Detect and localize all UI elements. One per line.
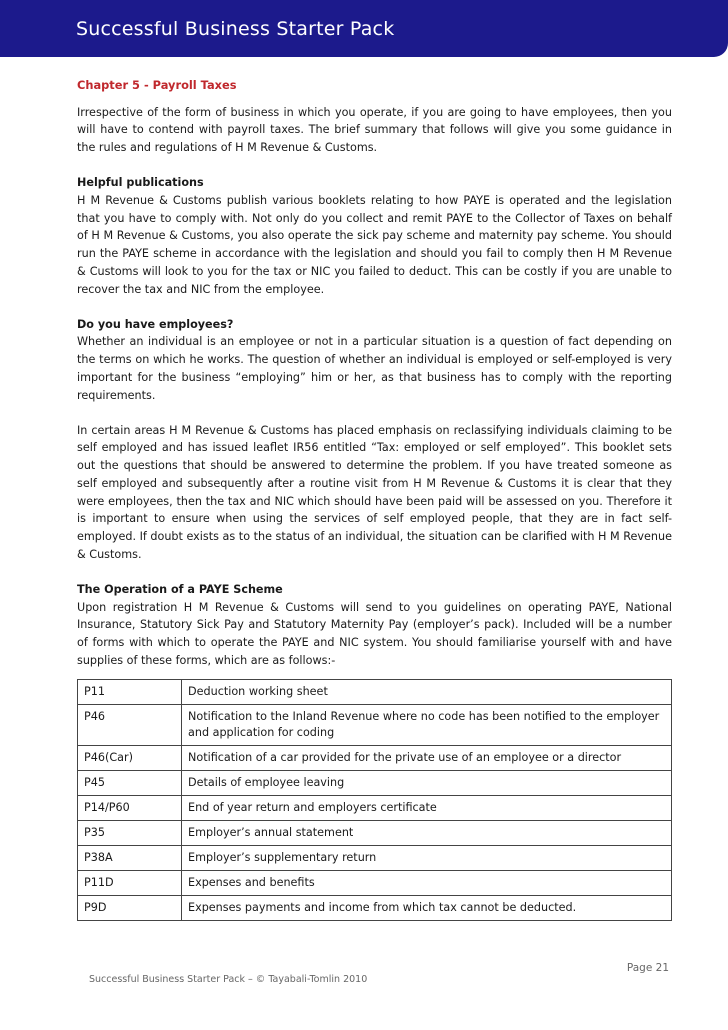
table-row [78,705,672,746]
form-code: P9D [78,896,182,921]
table-row [78,796,672,821]
employees-section [77,316,672,405]
form-description: Notification to the Inland Revenue where no code has been notified to the employer and application for coding [182,705,672,746]
employees-body: Whether an individual is an employee or not in a particular situation is a question of fact depending on the terms on which he works. The question of whether an individual is employed or self-employed is very important for the business “employing” him or her, as that business has to comply with the reporting requirements. [77,335,672,402]
forms-table [77,679,672,921]
form-code: P38A [78,846,182,871]
form-code: P45 [78,771,182,796]
header-bar [0,0,728,57]
table-row [78,871,672,896]
reclassification-paragraph: In certain areas H M Revenue & Customs has placed emphasis on reclassifying individuals claiming to be self employed and has issued leaflet IR56 entitled “Tax: employed or self employed”. This booklet sets out the questions that should be answered to determine the problem. If you have treated someone as self employed and subsequently after a routine visit from H M Revenue & Customs it is clear that they were employees, then the tax and NIC which should have been paid will be assessed on you. Therefore it is important to ensure when using the services of self employed people, that they are in fact self-employed. If doubt exists as to the status of an individual, the situation can be clarified with H M Revenue & Customs. [77,423,672,561]
footer-copyright: Successful Business Starter Pack – © Tayabali-Tomlin 2010 [89,974,368,985]
form-code: P46(Car) [78,746,182,771]
chapter-title: Chapter 5 - Payroll Taxes [77,78,237,92]
form-description: End of year return and employers certificate [182,796,672,821]
form-description: Expenses payments and income from which tax cannot be deducted. [182,896,672,921]
table-row [78,846,672,871]
intro-paragraph: Irrespective of the form of business in which you operate, if you are going to have employees, then you will have to contend with payroll taxes. The brief summary that follows will give you some guidance in the rules and regulations of H M Revenue & Customs. [77,105,672,155]
publications-body: H M Revenue & Customs publish various booklets relating to how PAYE is operated and the legislation that you have to comply with. Not only do you collect and remit PAYE to the Collector of Taxes on behalf of H M Revenue & Customs, you also operate the sick pay scheme and maternity pay scheme. You should run the PAYE scheme in accordance with the legislation and should you fail to comply then H M Revenue & Customs will look to you for the tax or NIC you failed to deduct. This can be costly if you are unable to recover the tax and NIC from the employee. [77,194,672,296]
form-description: Expenses and benefits [182,871,672,896]
table-row [78,896,672,921]
table-row [78,771,672,796]
form-description: Employer’s supplementary return [182,846,672,871]
form-code: P11D [78,871,182,896]
form-code: P35 [78,821,182,846]
page-content [77,77,672,921]
form-code: P11 [78,680,182,705]
employees-heading: Do you have employees? [77,317,234,331]
paye-heading: The Operation of a PAYE Scheme [77,582,283,596]
form-code: P46 [78,705,182,746]
form-description: Notification of a car provided for the private use of an employee or a director [182,746,672,771]
table-row [78,680,672,705]
form-description: Details of employee leaving [182,771,672,796]
paye-section [77,581,672,670]
form-description: Employer’s annual statement [182,821,672,846]
page-number: Page 21 [626,962,669,974]
form-description: Deduction working sheet [182,680,672,705]
form-code: P14/P60 [78,796,182,821]
table-row [78,821,672,846]
publications-section [77,174,672,298]
paye-body: Upon registration H M Revenue & Customs will send to you guidelines on operating PAYE, National Insurance, Statutory Sick Pay and Statutory Maternity Pay (employer’s pack). Included will be a number of forms with which to operate the PAYE and NIC system. You should familiarise yourself with and have supplies of these forms, which are as follows:- [77,600,672,667]
document-title: Successful Business Starter Pack [76,18,395,40]
table-row [78,746,672,771]
publications-heading: Helpful publications [77,176,204,190]
